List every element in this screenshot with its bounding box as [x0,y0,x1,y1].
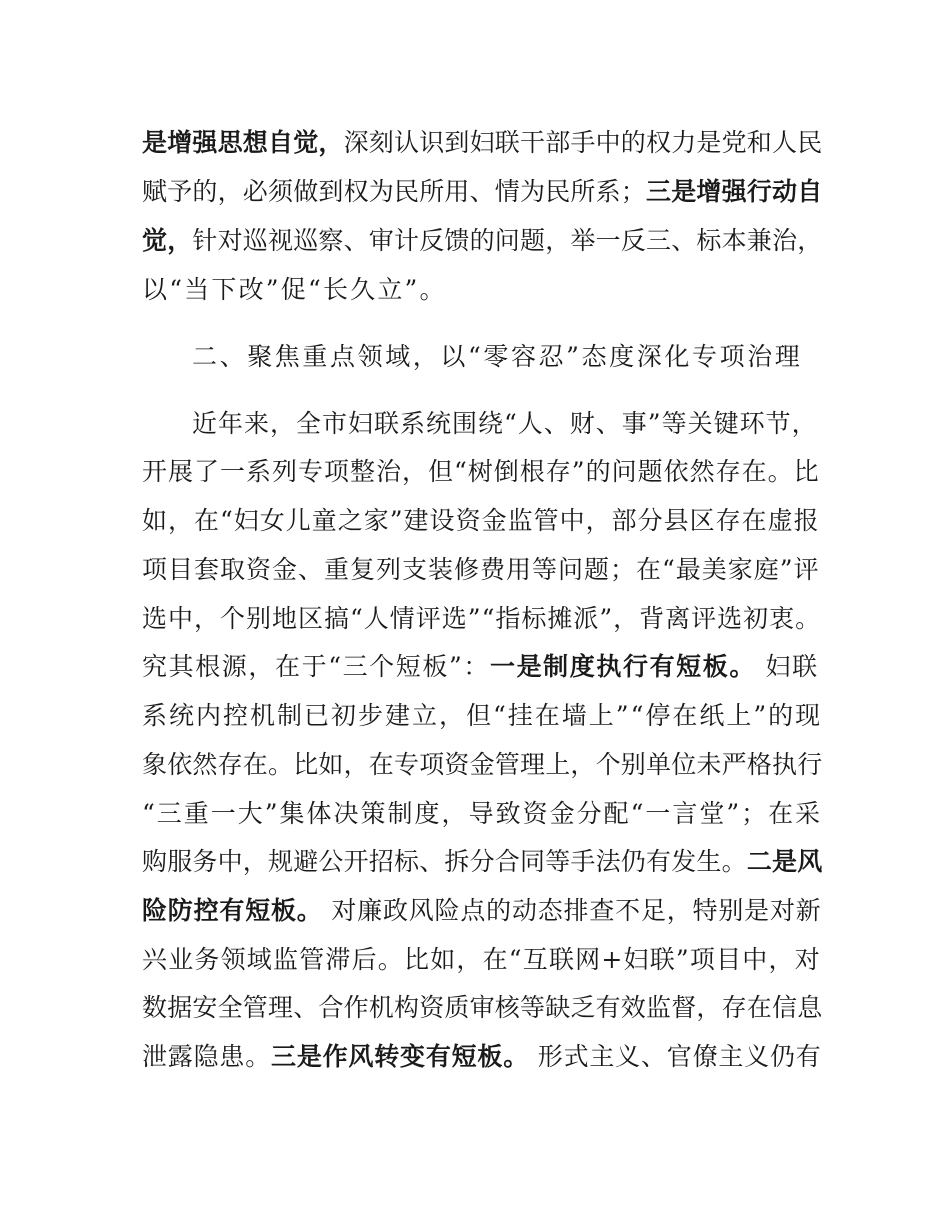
bold-run: 一是制度执行有短板。 [489,652,756,681]
heading-text: 二、聚焦重点领域，以“零容忍”态度深化专项治理 [192,342,803,371]
text-run: 泄露隐患。 [142,1042,272,1071]
bold-run: 觉， [142,226,193,255]
text-line [142,940,822,980]
bold-run: 是增强思想自觉， [142,128,344,157]
bold-run: 三是增强行动自 [646,177,823,206]
text-run: 以“当下改”促“长久立”。 [142,275,447,304]
section-heading [192,337,822,377]
text-line [142,794,822,834]
text-run: 深刻认识到妇联干部手中的权力是党和人民 [343,128,823,157]
text-line [142,501,822,541]
text-run: 开展了一系列专项整治，但“树倒根存”的问题依然存在。比 [142,457,820,486]
text-run: 如，在“妇女儿童之家”建设资金监管中，部分县区存在虚报 [142,506,820,535]
text-line [192,404,822,444]
text-line [142,988,822,1028]
text-line [142,891,822,931]
text-run: 近年来，全市妇联系统围绕“人、财、事”等关键环节， [192,409,818,438]
text-line [142,221,822,261]
bold-run: 三是作风转变有短板。 [271,1042,530,1071]
text-run: 妇联 [755,652,819,681]
text-line [142,842,822,882]
text-run: 购服务中，规避公开招标、拆分合同等手法仍有发生。 [142,847,747,876]
text-run: 赋予的，必须做到权为民所用、情为民所系； [142,177,647,206]
text-run: “三重一大”集体决策制度，导致资金分配“一言堂”；在采 [142,799,823,828]
text-run: 对廉政风险点的动态排查不足，特别是对新 [322,896,822,925]
text-line [142,745,822,785]
text-line [142,270,822,310]
text-line [142,452,822,492]
text-run: 形式主义、官僚主义仍有 [529,1042,822,1071]
text-run: 针对巡视巡察、审计反馈的问题，举一反三、标本兼治， [192,226,823,255]
text-run: 系统内控机制已初步建立，但“挂在墙上”“停在纸上”的现 [142,701,823,730]
bold-run: 险防控有短板。 [142,896,323,925]
text-line [142,123,822,163]
text-run: 兴业务领域监管滞后。比如，在“互联网+妇联”项目中，对 [142,945,821,974]
text-run: 究其根源，在于“三个短板”： [142,652,490,681]
text-line [142,172,822,212]
bold-run: 二是风 [746,847,823,876]
text-run: 象依然存在。比如，在专项资金管理上，个别单位未严格执行 [142,750,823,779]
text-run: 项目套取资金、重复列支装修费用等问题；在“最美家庭”评 [142,555,820,584]
text-line [142,696,822,736]
text-line [142,599,822,639]
text-line [142,647,822,687]
text-run: 数据安全管理、合作机构资质审核等缺乏有效监督，存在信息 [142,993,823,1022]
text-run: 选中，个别地区搞“人情评选”“指标摊派”，背离评选初衷。 [142,604,822,633]
text-line [142,1037,822,1077]
text-line [142,550,822,590]
